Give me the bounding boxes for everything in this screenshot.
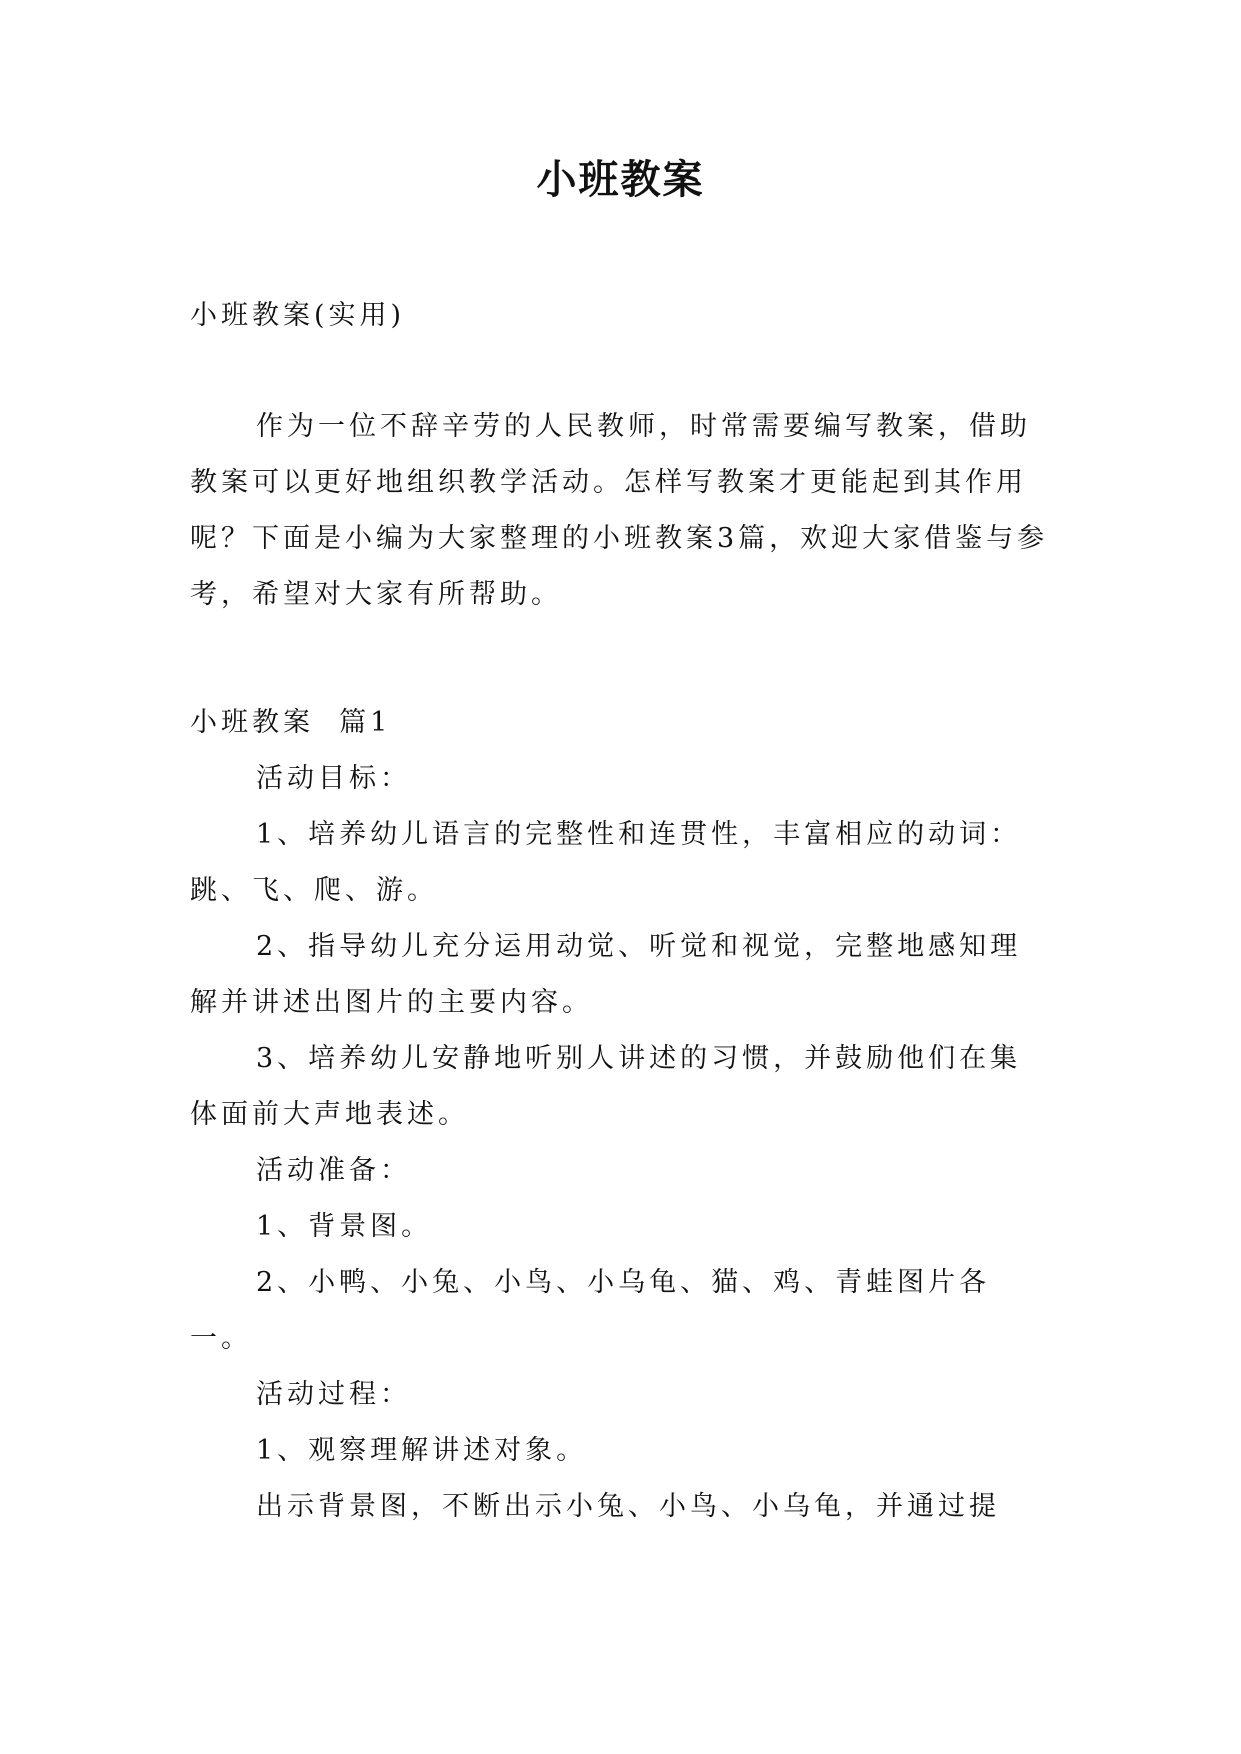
process-label: 活动过程： <box>256 1379 411 1410</box>
prep-label: 活动准备： <box>256 1155 411 1186</box>
prep-item-1: 1、背景图。 <box>256 1211 433 1242</box>
prep-item-2: 2、小鸭、小兔、小鸟、小乌龟、猫、鸡、青蛙图片各一。 <box>190 1267 991 1354</box>
intro-paragraph: 作为一位不辞辛劳的人民教师，时常需要编写教案，借助教案可以更好地组织教学活动。怎样写教案才更能起到其作用呢？下面是小编为大家整理的小班教案3篇，欢迎大家借鉴与参考，希望对大家有所帮助。 <box>190 411 1049 610</box>
process-item-1-detail: 出示背景图，不断出示小兔、小鸟、小乌龟，并通过提 <box>256 1491 1000 1522</box>
document-title: 小班教案 <box>536 156 705 203</box>
goals-label: 活动目标： <box>256 763 411 794</box>
section-heading: 小班教案 篇1 <box>190 707 392 738</box>
goal-item-2: 2、指导幼儿充分运用动觉、听觉和视觉，完整地感知理解并讲述出图片的主要内容。 <box>190 931 1022 1018</box>
lesson-section-1 <box>190 695 1052 1535</box>
process-item-1: 1、观察理解讲述对象。 <box>256 1435 588 1466</box>
document-subtitle: 小班教案(实用) <box>190 300 406 331</box>
goal-item-3: 3、培养幼儿安静地听别人讲述的习惯，并鼓励他们在集体面前大声地表述。 <box>190 1043 1022 1130</box>
goal-item-1: 1、培养幼儿语言的完整性和连贯性，丰富相应的动词：跳、飞、爬、游。 <box>190 819 1022 906</box>
